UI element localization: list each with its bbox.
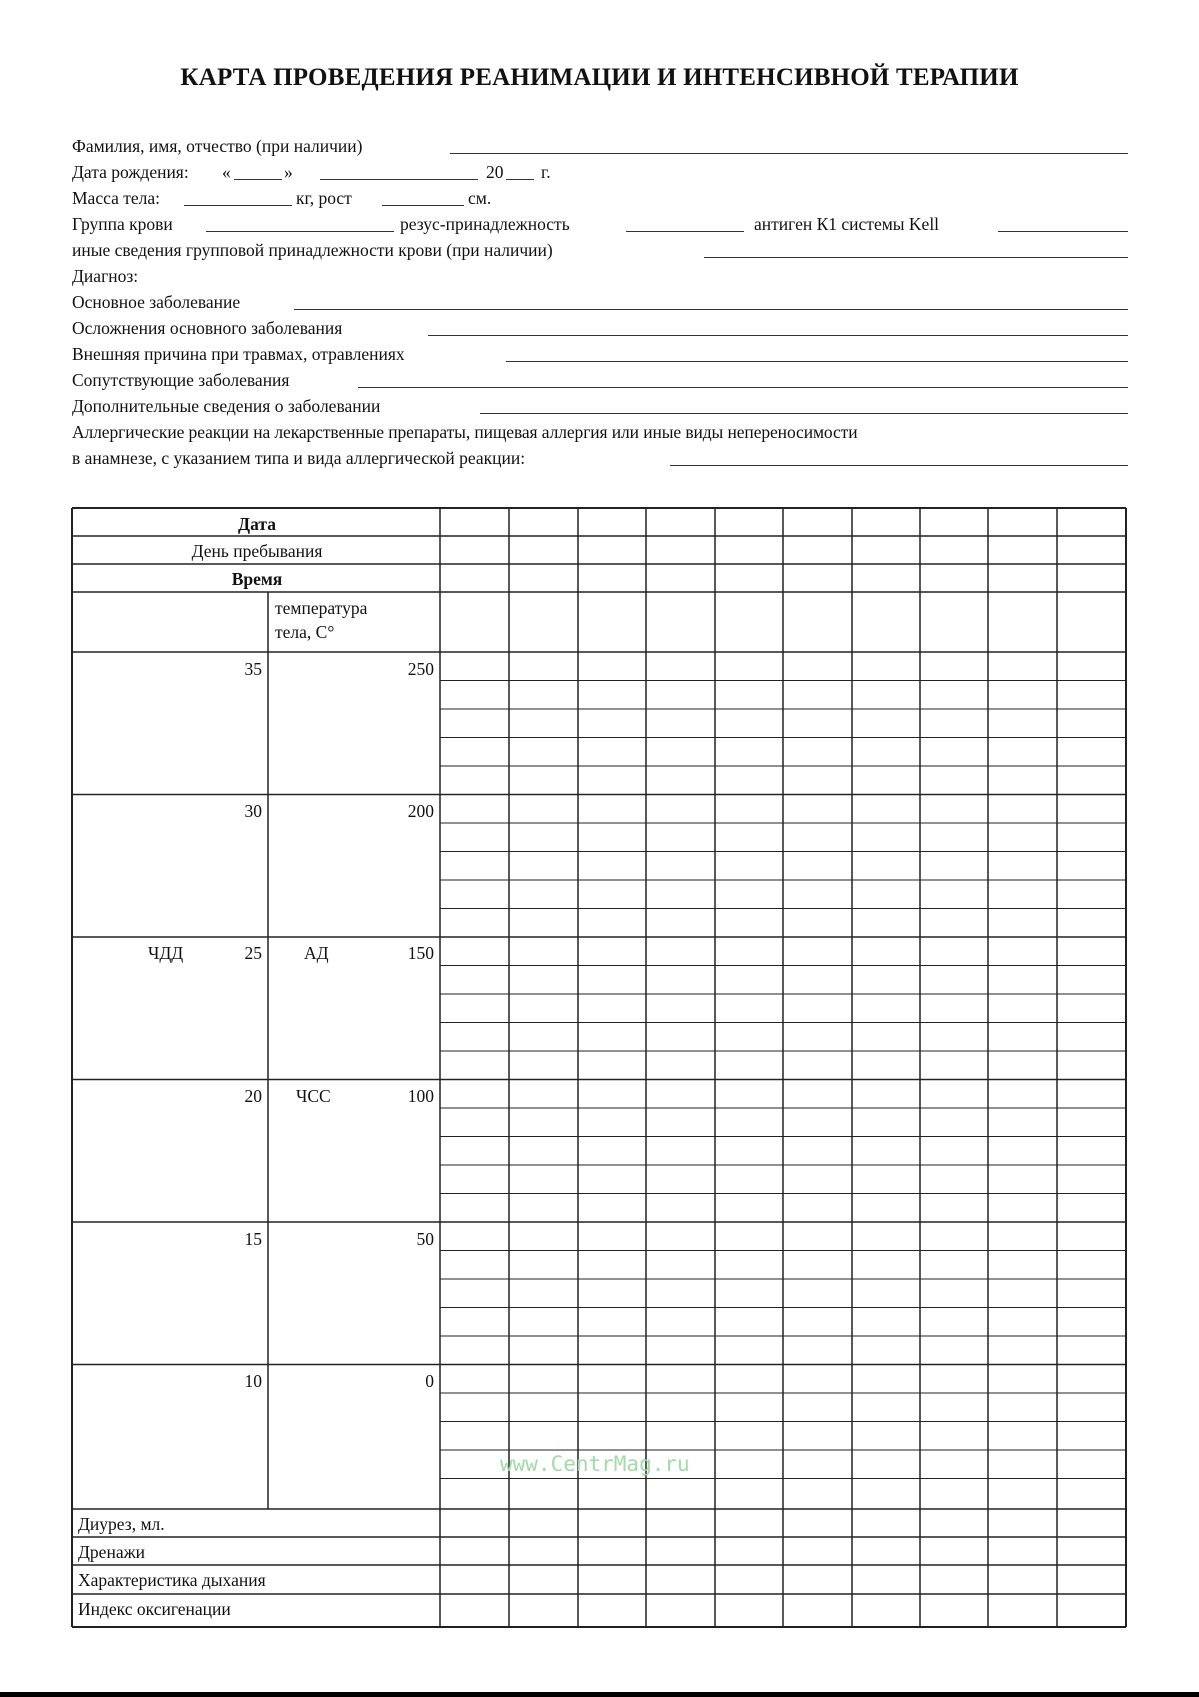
field-other-blood: иные сведения групповой принадлежности крови (при наличии) bbox=[72, 238, 1128, 262]
row-label-1: Дренажи bbox=[78, 1542, 146, 1562]
row-label-0: Диурез, мл. bbox=[78, 1514, 165, 1534]
field-dob: Дата рождения: « » 20 г. bbox=[72, 162, 551, 182]
field-external-cause: Внешняя причина при травмах, отравлениях bbox=[72, 342, 1128, 366]
field-allergy-1: Аллергические реакции на лекарственные препараты, пищевая аллергия или иные виды непереносимости bbox=[72, 422, 858, 442]
scale-right-3: 100 bbox=[407, 1086, 434, 1106]
header-date: Дата bbox=[238, 514, 276, 534]
field-mass: Масса тела: кг, рост см. bbox=[72, 188, 492, 208]
document-title: КАРТА ПРОВЕДЕНИЯ РЕАНИМАЦИИ И ИНТЕНСИВНОЙ ТЕРАПИИ bbox=[180, 64, 1019, 91]
scale-right-4: 50 bbox=[416, 1229, 434, 1249]
scale-left-3: 20 bbox=[244, 1086, 262, 1106]
field-allergy-2: в анамнезе, с указанием типа и вида аллергической реакции: bbox=[72, 446, 1128, 470]
header-time: Время bbox=[231, 569, 283, 589]
scale-left-2: 25 bbox=[244, 943, 262, 963]
label-chdd: ЧДД bbox=[148, 943, 184, 963]
label-ad: АД bbox=[304, 943, 329, 963]
scale-right-5: 0 bbox=[425, 1371, 434, 1391]
row-label-3: Индекс оксигенации bbox=[78, 1599, 231, 1619]
field-blood: Группа крови резус-принадлежность антиген К1 системы Kell bbox=[72, 212, 1128, 236]
temp-header-line1: температура bbox=[275, 598, 368, 618]
field-diagnosis: Диагноз: bbox=[72, 266, 139, 286]
scale-right-0: 250 bbox=[407, 659, 434, 679]
temp-header-line2: тела, С° bbox=[275, 622, 335, 642]
field-concomitant: Сопутствующие заболевания bbox=[72, 368, 1128, 392]
header-day: День пребывания bbox=[191, 541, 323, 561]
field-additional: Дополнительные сведения о заболевании bbox=[72, 394, 1128, 418]
scale-left-0: 35 bbox=[244, 659, 262, 679]
scale-left-1: 30 bbox=[244, 801, 262, 821]
row-label-2: Характеристика дыхания bbox=[78, 1570, 266, 1590]
scale-right-1: 200 bbox=[407, 801, 434, 821]
scale-left-4: 15 bbox=[244, 1229, 262, 1249]
scale-left-5: 10 bbox=[244, 1371, 262, 1391]
watermark: www.CentrMag.ru bbox=[500, 1452, 690, 1476]
scale-right-2: 150 bbox=[407, 943, 434, 963]
field-main-disease: Основное заболевание bbox=[72, 290, 1128, 314]
bottom-border bbox=[0, 1692, 1199, 1697]
label-chss: ЧСС bbox=[296, 1086, 331, 1106]
field-complications: Осложнения основного заболевания bbox=[72, 316, 1128, 340]
field-fio: Фамилия, имя, отчество (при наличии) bbox=[72, 134, 1128, 158]
